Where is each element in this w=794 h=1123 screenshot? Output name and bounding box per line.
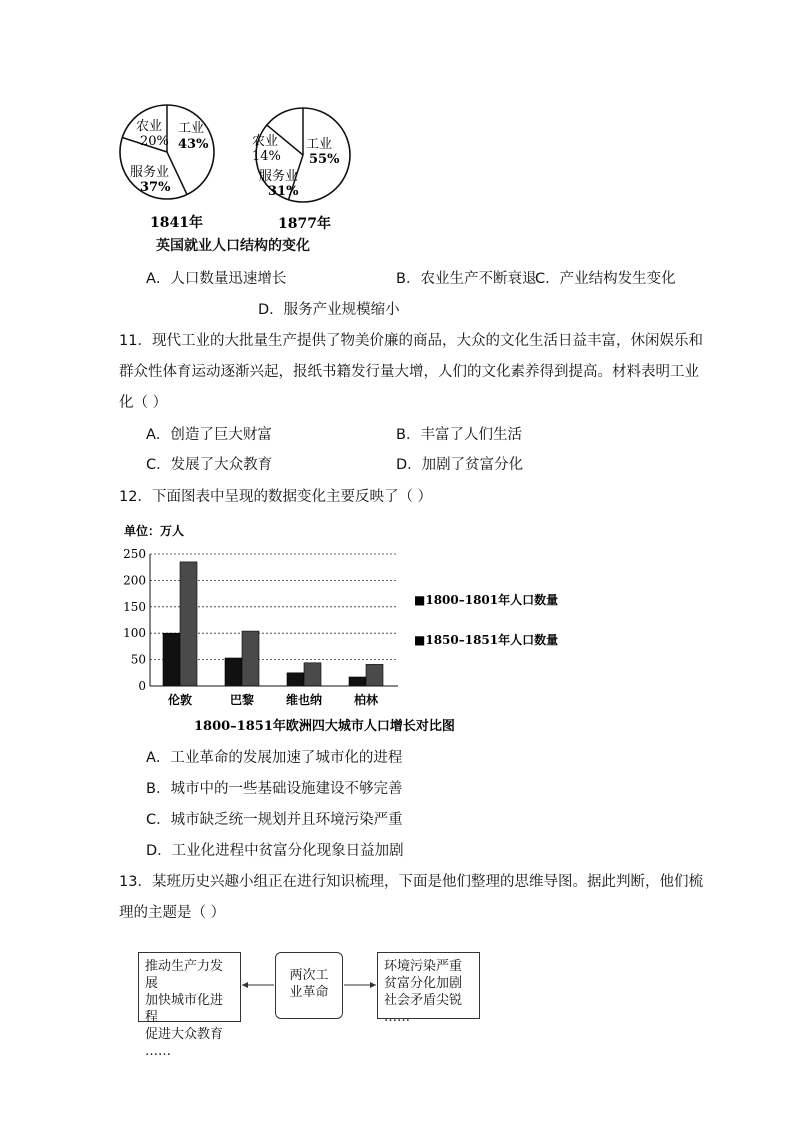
q11-option-d: D．加剧了贫富分化 [396,457,524,473]
x-category-label: 维也纳 [285,693,323,707]
y-tick-label: 250 [123,547,146,561]
q11-stem-line2: 群众性体育运动逐渐兴起，报纸书籍发行量大增，人们的文化素养得到提高。材料表明工业 [119,364,699,380]
mindmap-center-line: 业革命 [289,985,329,1000]
q11-option-c: C．发展了大众教育 [146,457,273,473]
q12-option-c: C．城市缺乏统一规划并且环境污染严重 [146,812,403,828]
pie-1877-label-service: 服务业 [259,169,299,184]
arrow-right-head [370,982,376,988]
legend-series-2: ■1850–1851年人口数量 [414,633,559,647]
pie-1841-value-service: 37% [140,180,171,195]
mindmap-right-box [377,952,480,1025]
x-category-label: 柏林 [353,693,379,707]
q10-option-d: D．服务产业规模缩小 [258,302,400,318]
bar-early-3 [349,677,366,686]
y-tick-label: 50 [130,652,146,667]
q11-stem-line1: 11．现代工业的大批量生产提供了物美价廉的商品，大众的文化生活日益丰富，休闲娱乐和 [119,333,703,349]
pie-1877-label-industry: 工业 [306,137,333,152]
chart-unit-label: 单位：万人 [124,524,185,538]
mindmap-left-box [138,952,241,1059]
pie-1841-value-industry: 43% [178,137,209,152]
q11-stem-line3: 化（ ） [119,395,168,411]
pie-chart-1877 [252,108,350,232]
pie-1877-year: 1877年 [278,216,331,232]
q11-option-b: B．丰富了人们生活 [396,427,522,443]
mindmap-left-item: …… [145,1044,171,1059]
bar-chart [110,520,570,740]
bar-late-2 [304,663,321,686]
mindmap-arrows [240,975,380,995]
bar-early-2 [287,673,304,686]
pie-chart-1841 [120,105,214,231]
pie-1877-label-agri: 农业 [252,134,279,149]
bar-late-3 [366,664,383,686]
pie-1877-value-agri: 14% [252,149,281,164]
x-category-label: 巴黎 [229,693,255,707]
mindmap-right-item: 社会矛盾尖锐 [384,993,463,1008]
y-tick-label: 150 [123,599,146,614]
q12-option-b: B．城市中的一些基础设施建设不够完善 [146,781,403,797]
q12-option-a: A．工业革命的发展加速了城市化的进程 [146,750,403,766]
y-tick-label: 100 [123,626,146,641]
pie-caption: 英国就业人口结构的变化 [156,238,310,254]
q10-option-c: C．产业结构发生变化 [535,271,676,287]
bar-late-0 [180,562,197,686]
q12-stem: 12．下面图表中呈现的数据变化主要反映了（ ） [119,489,433,505]
pie-1841-value-agri: 20% [140,134,169,149]
y-tick-label: 200 [123,573,146,588]
arrow-left-head [242,982,248,988]
mindmap-left-item: 加快城市化进程 [145,993,224,1025]
q13-stem-line2: 理的主题是（ ） [119,905,226,921]
q11-option-a: A．创造了巨大财富 [146,427,272,443]
mindmap-right-item: 贫富分化加剧 [384,976,463,991]
mindmap-center-line: 两次工 [289,968,329,983]
bar-early-0 [163,633,180,686]
pie-1841-year: 1841年 [150,215,203,231]
pie-1841-label-service: 服务业 [130,165,170,180]
y-tick-label: 0 [138,679,146,693]
chart-title: 1800–1851年欧洲四大城市人口增长对比图 [194,719,455,734]
pie-1841-label-industry: 工业 [178,121,205,136]
mindmap-right-item: 环境污染严重 [384,959,463,974]
q10-option-b: B．农业生产不断衰退 [396,271,537,287]
q12-option-d: D．工业化进程中贫富分化现象日益加剧 [146,843,404,859]
mindmap-left-item: 推动生产力发展 [145,959,224,991]
bar-late-1 [242,631,259,686]
q13-stem-line1: 13．某班历史兴趣小组正在进行知识梳理，下面是他们整理的思维导图。据此判断，他们梳 [119,874,703,890]
x-category-label: 伦敦 [167,693,193,707]
q10-option-a: A．人口数量迅速增长 [146,271,287,287]
legend-series-1: ■1800–1801年人口数量 [414,593,559,607]
pie-1841-label-agri: 农业 [136,119,163,134]
pie-1877-value-service: 31% [268,184,299,199]
mindmap-left-item: 促进大众教育 [145,1027,224,1042]
mindmap-right-item: …… [384,1010,410,1025]
bar-early-1 [225,658,242,686]
pie-1877-value-industry: 55% [309,152,340,167]
